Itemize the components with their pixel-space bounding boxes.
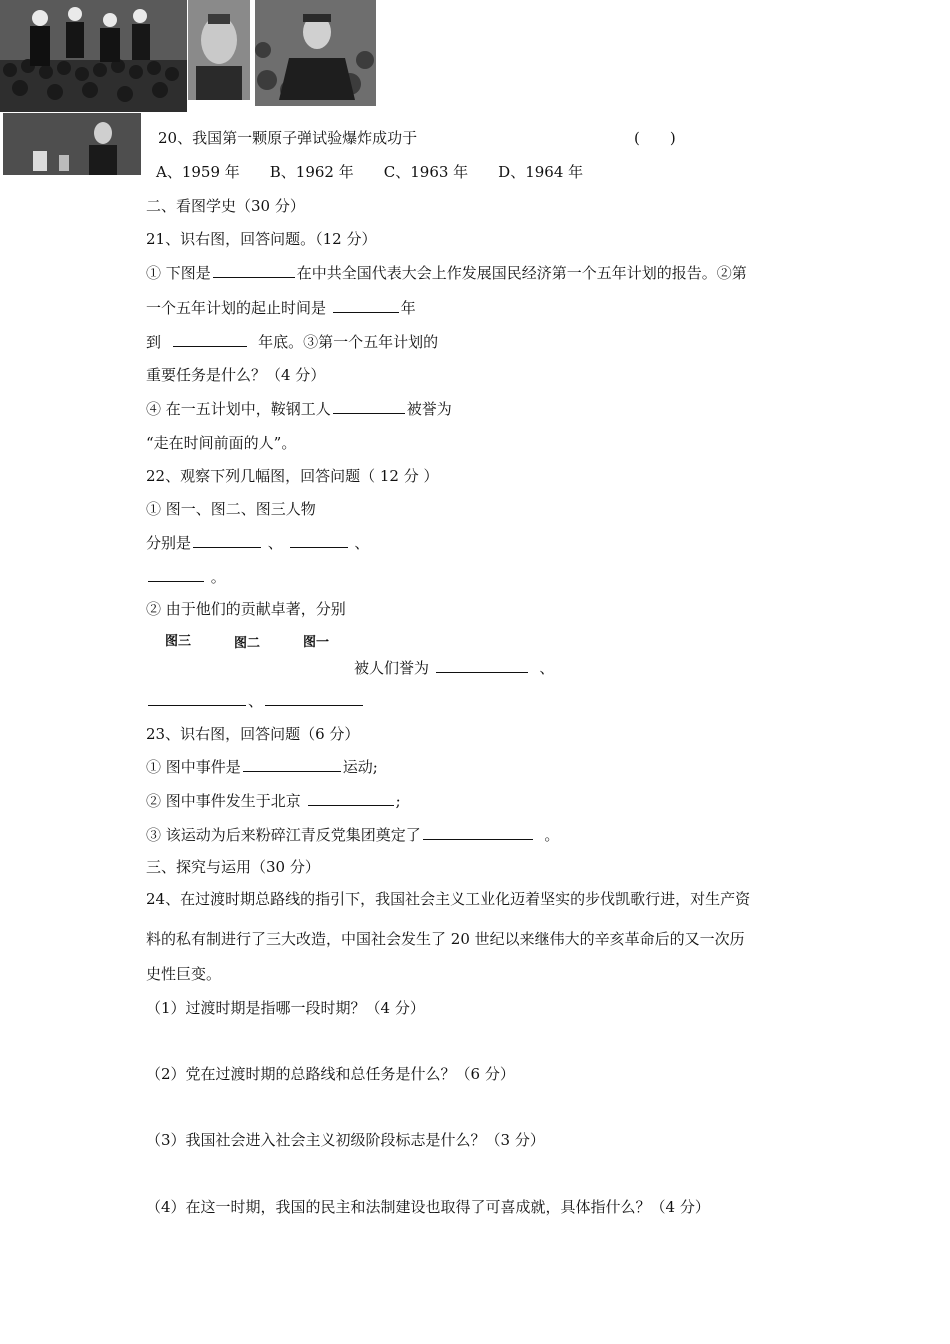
q20-options: [156, 162, 613, 182]
q23-blank-foundation[interactable]: [423, 825, 533, 840]
q23-line-2: [146, 791, 401, 811]
q22-blank-person-3[interactable]: [148, 567, 204, 582]
q21-line-2: [146, 298, 416, 318]
q22-line-6: [146, 691, 365, 711]
q22-blank-title-3[interactable]: [265, 691, 363, 706]
q22-blank-title-1[interactable]: [436, 658, 528, 673]
figure-1-label: 图一: [303, 635, 330, 650]
q21-line-1: [146, 263, 747, 283]
q23-l3-prefix: ③ 该运动为后来粉碎江青反党集团奠定了: [146, 826, 421, 844]
q22-sep-2: 、: [354, 534, 370, 552]
q20-stem: [158, 128, 417, 148]
q21-l5-suffix: 被誉为: [406, 400, 452, 418]
q23-title: 23、识右图，回答问题（6 分）: [146, 725, 360, 743]
q20-option-b: B、1962 年: [269, 163, 354, 181]
q24-para-1: 24、在过渡时期总路线的指引下，我国社会主义工业化迈着坚实的步伐凯歌行进，对生产资: [146, 890, 751, 908]
speech-photo: [3, 113, 141, 175]
q22-line-1: ① 图一、图二、图三人物: [146, 500, 316, 518]
q22-l6-sep: 、: [248, 692, 264, 710]
q21-blank-start-year[interactable]: [333, 298, 399, 313]
q21-line-3: [146, 332, 438, 352]
q24-para-3: 史性巨变。: [146, 965, 222, 983]
q22-line-2: [146, 533, 369, 553]
portrait-photo: [188, 0, 250, 100]
farmer-photo: [255, 0, 376, 106]
q21-l5-prefix: ④ 在一五计划中，鞍钢工人: [146, 400, 331, 418]
q21-title: 21、识右图，回答问题。（12 分）: [146, 230, 377, 248]
q24-sub-3: （3）我国社会进入社会主义初级阶段标志是什么？（3 分）: [146, 1131, 545, 1149]
q22-title: 22、观察下列几幅图，回答问题（ 12 分 ）: [146, 467, 439, 485]
q23-blank-event[interactable]: [243, 757, 341, 772]
q24-sub-1: （1）过渡时期是指哪一段时期？（4 分）: [146, 999, 425, 1017]
figure-3-label: 图三: [165, 634, 192, 649]
q22-l5-end: 、: [539, 659, 555, 677]
q21-l1-suffix: 在中共全国代表大会上作发展国民经济第一个五年计划的报告。②第: [296, 264, 747, 282]
q24-para-2: 料的私有制进行了三大改造，中国社会发生了 20 世纪以来继伟大的辛亥革命后的又一次历: [146, 930, 745, 948]
q23-l3-end: 。: [544, 826, 560, 844]
q22-sep-1: 、: [267, 534, 283, 552]
q22-l3-end: 。: [210, 568, 226, 586]
q20-answer-paren: [634, 128, 676, 148]
q22-l2-prefix: 分别是: [146, 534, 192, 552]
q23-l2-prefix: ② 图中事件发生于北京: [146, 792, 301, 810]
q22-line-3: [146, 567, 226, 587]
q21-blank-person[interactable]: [213, 263, 295, 278]
q24-sub-4: （4）在这一时期，我国的民主和法制建设也取得了可喜成就，具体指什么？（4 分）: [146, 1198, 710, 1216]
q22-l5-text: 被人们誉为: [354, 659, 430, 677]
section-3-title: 三、探究与运用（30 分）: [146, 858, 320, 876]
q23-blank-place[interactable]: [308, 791, 394, 806]
q20-option-d: D、1964 年: [498, 163, 584, 181]
q23-line-3: [146, 825, 559, 845]
q21-blank-worker[interactable]: [333, 399, 405, 414]
q21-l2-end: 年: [400, 299, 416, 317]
crowd-photo: [0, 0, 187, 112]
q21-line-6: “走在时间前面的人”。: [146, 434, 297, 452]
q21-l1-prefix: ① 下图是: [146, 264, 211, 282]
q23-l2-suffix: ;: [395, 792, 401, 810]
q22-blank-person-2[interactable]: [290, 533, 348, 548]
q22-line-4: ② 由于他们的贡献卓著，分别: [146, 600, 346, 618]
q21-l3-suffix: 年底。③第一个五年计划的: [258, 333, 439, 351]
q21-line-4: 重要任务是什么？（4 分）: [146, 366, 326, 384]
q22-blank-person-1[interactable]: [193, 533, 261, 548]
q21-l2-text: 一个五年计划的起止时间是: [146, 299, 327, 317]
q21-blank-end-year[interactable]: [173, 332, 247, 347]
q20-paren-text: ( ): [634, 129, 676, 147]
q21-line-5: [146, 399, 452, 419]
figure-2-label: 图二: [234, 636, 261, 651]
q20-option-c: C、1963 年: [383, 163, 469, 181]
q24-sub-2: （2）党在过渡时期的总路线和总任务是什么？（6 分）: [146, 1065, 515, 1083]
q23-l1-suffix: 运动;: [342, 758, 378, 776]
q23-line-1: [146, 757, 378, 777]
q21-l3-prefix: 到: [146, 333, 162, 351]
q22-blank-title-2[interactable]: [148, 691, 246, 706]
q20-option-a: A、1959 年: [156, 163, 240, 181]
q23-l1-prefix: ① 图中事件是: [146, 758, 241, 776]
q20-stem-text: 20、我国第一颗原子弹试验爆炸成功于: [158, 129, 418, 147]
q22-line-5: [354, 658, 554, 678]
section-2-title: 二、看图学史（30 分）: [146, 197, 305, 215]
